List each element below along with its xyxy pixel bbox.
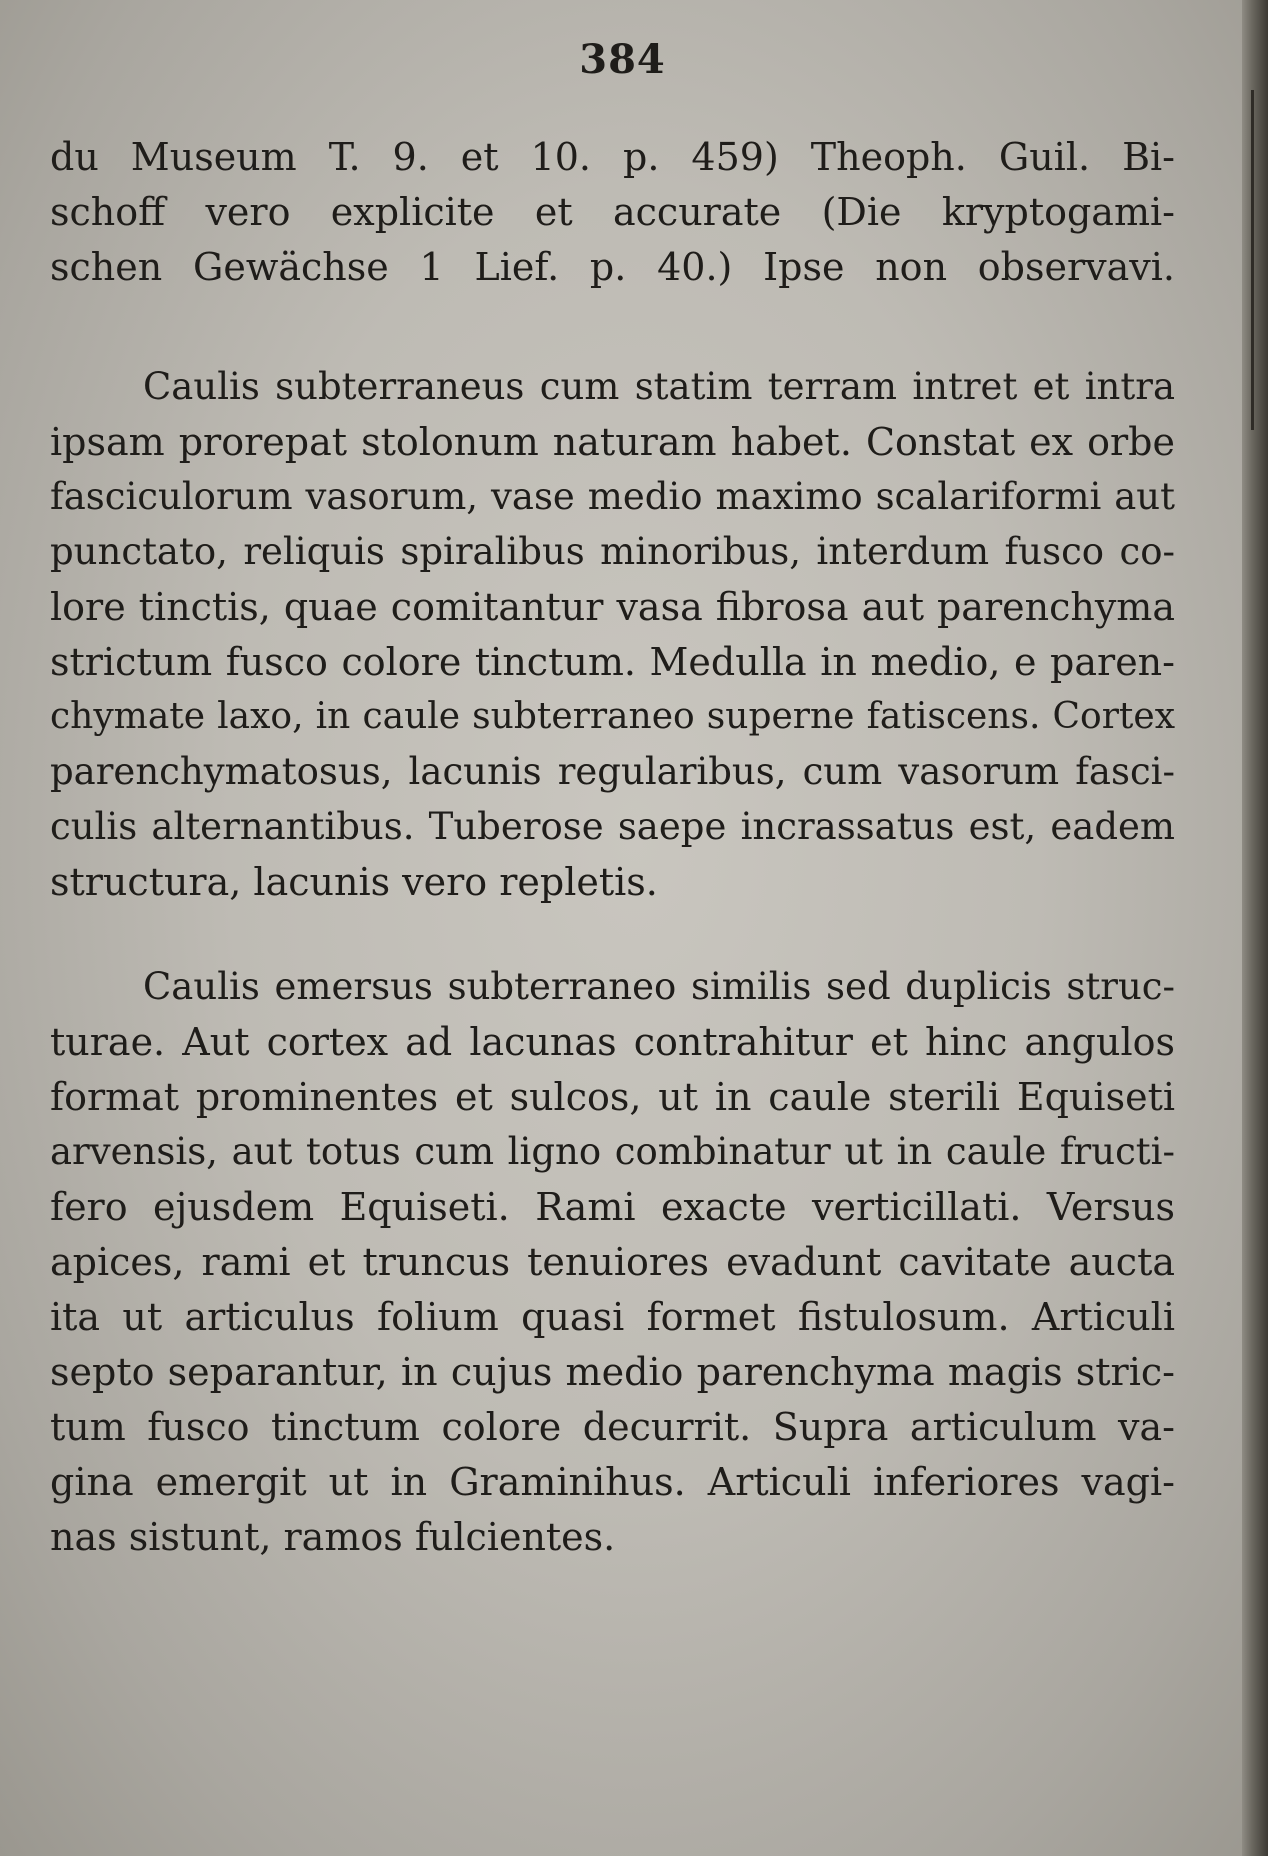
text-line: chymate laxo, in caule subterraneo superne fatiscens. Cortex	[50, 696, 1175, 737]
text-line: schen Gewächse 1 Lief. p. 40.) Ipse non observavi.	[50, 245, 1175, 289]
text-line: ipsam prorepat stolonum naturam habet. Constat ex orbe	[50, 420, 1175, 464]
text-line: Caulis emersus subterraneo similis sed duplicis struc-	[143, 965, 1175, 1008]
text-line: du Museum T. 9. et 10. p. 459) Theoph. Guil. Bi-	[50, 135, 1175, 179]
text-line: culis alternantibus. Tuberose saepe incrassatus est, eadem	[50, 805, 1175, 848]
text-line: schoff vero explicite et accurate (Die kryptogami-	[50, 190, 1175, 234]
page-edge-shadow	[1242, 0, 1268, 1856]
text-line: gina emergit ut in Graminihus. Articuli inferiores vagi-	[50, 1460, 1175, 1504]
text-line: lore tinctis, quae comitantur vasa fibrosa aut parenchyma	[50, 585, 1175, 629]
text-line: format prominentes et sulcos, ut in caule sterili Equiseti	[50, 1075, 1175, 1119]
text-line: fero ejusdem Equiseti. Rami exacte verticillati. Versus	[50, 1185, 1175, 1229]
text-line: turae. Aut cortex ad lacunas contrahitur et hinc angulos	[50, 1020, 1175, 1064]
text-line: tum fusco tinctum colore decurrit. Supra articulum va-	[50, 1405, 1175, 1449]
page-number: 384	[579, 36, 666, 83]
text-line: ita ut articulus folium quasi formet fistulosum. Articuli	[50, 1295, 1175, 1339]
text-line: arvensis, aut totus cum ligno combinatur ut in caule fructi-	[50, 1130, 1175, 1173]
text-line: strictum fusco colore tinctum. Medulla in medio, e paren-	[50, 640, 1175, 684]
text-line: nas sistunt, ramos fulcientes.	[50, 1515, 616, 1559]
text-line: structura, lacunis vero repletis.	[50, 860, 658, 904]
text-line: parenchymatosus, lacunis regularibus, cum vasorum fasci-	[50, 750, 1175, 793]
text-line: septo separantur, in cujus medio parenchyma magis stric-	[50, 1350, 1175, 1394]
text-line: fasciculorum vasorum, vase medio maximo scalariformi aut	[50, 475, 1175, 518]
text-line: Caulis subterraneus cum statim terram intret et intra	[143, 365, 1175, 408]
text-line: apices, rami et truncus tenuiores evadunt cavitate aucta	[50, 1240, 1175, 1284]
binding-mark	[1251, 90, 1254, 430]
text-line: punctato, reliquis spiralibus minoribus, interdum fusco co-	[50, 530, 1175, 573]
